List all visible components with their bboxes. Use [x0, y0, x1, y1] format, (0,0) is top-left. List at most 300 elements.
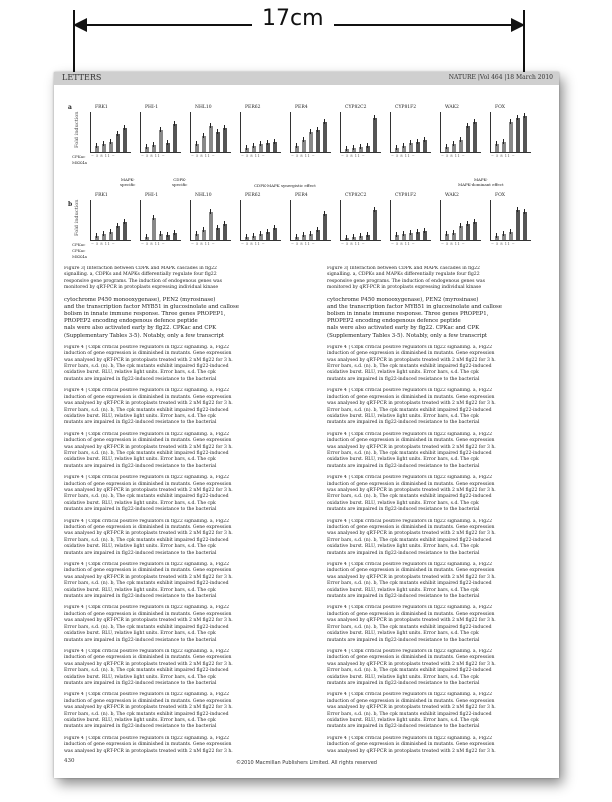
plot-a-nhl10: [190, 105, 231, 158]
body-line: oxidative burst. RLU, relative light units. Error bars, s.d. The cpk: [327, 370, 479, 376]
panel-b-control-label: MKK4a: [72, 254, 88, 259]
body-line: Error bars, s.d. (n). b, The cpk mutants exhibit impaired flg22-induced: [64, 407, 229, 413]
bar-mark: [202, 136, 206, 152]
error-bar-mark: [524, 113, 525, 118]
body-line: mutants are impaired in flg22-induced resistance to the bacterial: [327, 680, 480, 686]
bar-mark: [209, 212, 213, 240]
bar-mark: [223, 224, 227, 240]
body-line: oxidative burst. RLU, relative light units. Error bars, s.d. The cpk: [327, 500, 479, 506]
plot-a-per62: [240, 105, 281, 158]
header-section-label: LETTERS: [62, 73, 102, 82]
body-line: mutants are impaired in flg22-induced resistance to the bacterial: [327, 376, 480, 382]
body-paragraph: [327, 562, 549, 600]
body-line: Error bars, s.d. (n). b, The cpk mutants exhibit impaired flg22-induced: [64, 711, 229, 717]
body-line: Figure 4 | Cdpk critical positive regulators in flg22 signalling. a, Flg22: [327, 388, 493, 394]
body-line: was analysed by qRT-PCR in protoplasts treated with 2 nM flg22 for 3 h.: [327, 357, 496, 363]
plot-b-per4: [290, 193, 331, 246]
body-line: cytochrome P450 monooxygenase), PEN2 (myrosinase): [64, 296, 216, 303]
body-line: Figure 4 | Cdpk critical positive regulators in flg22 signalling. a, Flg22: [327, 344, 493, 350]
plot-title: WAK2: [445, 193, 459, 198]
body-line: induction of gene expression is diminished in mutants. Gene expression: [327, 698, 495, 704]
plot-title: PER62: [245, 105, 261, 110]
bar-mark: [123, 128, 127, 152]
error-bar-mark: [474, 219, 475, 224]
plot-a-fox: [490, 105, 531, 158]
body-line: mutants are impaired in flg22-induced resistance to the bacterial: [64, 637, 217, 643]
error-bar-mark: [474, 119, 475, 124]
caption-line: monitored by qRT-PCR in protoplasts expressing individual kinase: [327, 285, 482, 291]
panel-b-y-axis-label: Fold induction: [74, 199, 80, 236]
body-line: Figure 4 | Cdpk critical positive regulators in flg22 signalling. a, Flg22: [64, 388, 230, 394]
page-number: 430: [64, 758, 75, 764]
error-bar-mark: [196, 231, 197, 236]
plot-tick-labels: − 5 8 11 −: [91, 154, 116, 158]
plot-title: FOX: [495, 105, 505, 110]
caption-line: signalling. a, CDPKs and MAPKs differentially regulate four flg22: [64, 272, 217, 278]
body-line: was analysed by qRT-PCR in protoplasts treated with 2 nM flg22 for 3 h.: [327, 748, 496, 754]
error-bar-mark: [317, 227, 318, 232]
error-bar-mark: [246, 234, 247, 239]
body-line: Figure 4 | Cdpk critical positive regulators in flg22 signalling. a, Flg22: [327, 562, 493, 568]
body-line: was analysed by qRT-PCR in protoplasts treated with 2 nM flg22 for 3 h.: [327, 661, 496, 667]
body-line: was analysed by qRT-PCR in protoplasts treated with 2 nM flg22 for 3 h.: [64, 487, 233, 493]
body-line: Figure 4 | Cdpk critical positive regulators in flg22 signalling. a, Flg22: [64, 518, 230, 524]
error-bar-mark: [396, 232, 397, 237]
body-line: oxidative burst. RLU, relative light units. Error bars, s.d. The cpk: [64, 717, 216, 723]
plot-title: CYP82C2: [345, 105, 367, 110]
body-line: induction of gene expression is diminished in mutants. Gene expression: [64, 525, 232, 530]
error-bar-mark: [524, 209, 525, 214]
error-bar-mark: [324, 211, 325, 216]
body-line: was analysed by qRT-PCR in protoplasts treated with 2 nM flg22 for 3 h.: [327, 401, 496, 407]
body-line: mutants are impaired in flg22-induced resistance to the bacterial: [64, 420, 217, 426]
body-line: bolism in innate immune response. Three genes PROPEP1,: [327, 311, 489, 318]
plot-title: PHI-1: [145, 193, 159, 198]
body-line: was analysed by qRT-PCR in protoplasts treated with 2 nM flg22 for 3 h.: [64, 531, 233, 537]
group-label-synergistic: CDPK-MAPK synergistic effect: [254, 183, 316, 188]
error-bar-mark: [260, 231, 261, 236]
error-bar-mark: [510, 119, 511, 124]
error-bar-mark: [196, 141, 197, 146]
bar-mark: [373, 210, 377, 240]
body-line: was analysed by qRT-PCR in protoplasts treated with 2 nM flg22 for 3 h.: [64, 705, 233, 711]
body-line: Figure 4 | Cdpk critical positive regulators in flg22 signalling. a, Flg22: [64, 562, 230, 568]
body-line: induction of gene expression is diminished in mutants. Gene expression: [64, 438, 232, 444]
bar-mark: [116, 226, 120, 240]
body-line: oxidative burst. RLU, relative light units. Error bars, s.d. The cpk: [327, 413, 479, 419]
bar-mark: [473, 222, 477, 240]
error-bar-mark: [267, 140, 268, 145]
body-line: Figure 4 | Cdpk critical positive regulators in flg22 signalling. a, Flg22: [327, 431, 493, 437]
body-line: Error bars, s.d. (n). b, The cpk mutants exhibit impaired flg22-induced: [64, 364, 229, 370]
body-line: Error bars, s.d. (n). b, The cpk mutants exhibit impaired flg22-induced: [327, 494, 492, 500]
arrow-right-icon: [511, 18, 525, 32]
plot-tick-labels: − 5 8 11 −: [391, 154, 416, 158]
body-line: Figure 4 | Cdpk critical positive regulators in flg22 signalling. a, Flg22: [327, 692, 493, 698]
error-bar-mark: [410, 140, 411, 145]
error-bar-mark: [253, 233, 254, 238]
error-bar-mark: [224, 125, 225, 130]
body-line: and the transcription factor MYB51 in glucosinolate and callose: [64, 303, 239, 310]
bar-mark: [466, 224, 470, 240]
body-line: was analysed by qRT-PCR in protoplasts treated with 2 nM flg22 for 3 h.: [64, 574, 233, 580]
error-bar-mark: [517, 115, 518, 120]
plot-b-cyp82c2: [340, 193, 381, 246]
body-line: induction of gene expression is diminished in mutants. Gene expression: [64, 611, 232, 617]
error-bar-mark: [353, 145, 354, 150]
body-paragraph: [64, 736, 286, 754]
plot-title: CYP81F2: [395, 105, 417, 110]
error-bar-mark: [424, 228, 425, 233]
error-bar-mark: [417, 229, 418, 234]
plot-tick-labels: − 5 8 11 −: [441, 242, 466, 246]
error-bar-mark: [117, 223, 118, 228]
plot-title: FRK1: [95, 193, 108, 198]
body-line: oxidative burst. RLU, relative light units. Error bars, s.d. The cpk: [327, 544, 479, 550]
body-line: was analysed by qRT-PCR in protoplasts treated with 2 nM flg22 for 3 h.: [327, 574, 496, 580]
body-line: Error bars, s.d. (n). b, The cpk mutants exhibit impaired flg22-induced: [327, 364, 492, 370]
plot-tick-labels: − 5 8 11 −: [391, 242, 416, 246]
plot-tick-labels: − 5 8 11 −: [241, 242, 266, 246]
body-line: oxidative burst. RLU, relative light units. Error bars, s.d. The cpk: [327, 717, 479, 723]
body-line: Figure 4 | Cdpk critical positive regulators in flg22 signalling. a, Flg22: [327, 518, 493, 524]
error-bar-mark: [503, 231, 504, 236]
body-line: oxidative burst. RLU, relative light units. Error bars, s.d. The cpk: [64, 674, 216, 680]
bar-mark: [516, 118, 520, 152]
plot-tick-labels: − 5 8 11 −: [191, 154, 216, 158]
body-line: Figure 4 | Cdpk critical positive regulators in flg22 signalling. a, Flg22: [64, 605, 230, 611]
journal-page: [54, 72, 559, 778]
error-bar-mark: [153, 142, 154, 147]
bar-mark: [466, 126, 470, 152]
plot-tick-labels: − 5 8 11 −: [341, 154, 366, 158]
error-bar-mark: [96, 233, 97, 238]
plot-title: PHI-1: [145, 105, 159, 110]
error-bar-mark: [210, 123, 211, 128]
error-bar-mark: [353, 234, 354, 239]
body-line: mutants are impaired in flg22-induced resistance to the bacterial: [64, 463, 217, 469]
body-line: mutants are impaired in flg22-induced resistance to the bacterial: [327, 463, 480, 469]
error-bar-mark: [467, 123, 468, 128]
plot-tick-labels: − 5 8 11 −: [191, 242, 216, 246]
body-line: Error bars, s.d. (n). b, The cpk mutants exhibit impaired flg22-induced: [327, 450, 492, 456]
error-bar-mark: [403, 143, 404, 148]
body-line: Figure 4 | Cdpk critical positive regulators in flg22 signalling. a, Flg22: [64, 431, 230, 437]
error-bar-mark: [153, 215, 154, 220]
error-bar-mark: [367, 232, 368, 237]
bar-mark: [209, 126, 213, 152]
body-line: Figure 4 | Cdpk critical positive regulators in flg22 signalling. a, Flg22: [64, 735, 230, 741]
plot-tick-labels: − 5 8 11 −: [291, 242, 316, 246]
body-line: Error bars, s.d. (n). b, The cpk mutants exhibit impaired flg22-induced: [327, 407, 492, 413]
error-bar-mark: [246, 145, 247, 150]
body-line: mutants are impaired in flg22-induced resistance to the bacterial: [64, 507, 217, 513]
bar-mark: [509, 122, 513, 152]
bar-mark: [316, 130, 320, 152]
bar-mark: [323, 214, 327, 240]
plot-b-per62: [240, 193, 281, 246]
body-line: was analysed by qRT-PCR in protoplasts treated with 2 nM flg22 for 3 h.: [327, 618, 496, 624]
body-line: oxidative burst. RLU, relative light units. Error bars, s.d. The cpk: [327, 631, 479, 637]
error-bar-mark: [510, 229, 511, 234]
error-bar-mark: [317, 127, 318, 132]
body-line: Error bars, s.d. (n). b, The cpk mutants exhibit impaired flg22-induced: [64, 624, 229, 630]
bar-mark: [523, 116, 527, 152]
bar-mark: [323, 122, 327, 152]
plot-b-nhl10: [190, 193, 231, 246]
body-line: oxidative burst. RLU, relative light units. Error bars, s.d. The cpk: [327, 457, 479, 463]
plot-b-fox: [490, 193, 531, 246]
body-line: Error bars, s.d. (n). b, The cpk mutants exhibit impaired flg22-induced: [64, 537, 229, 543]
error-bar-mark: [210, 209, 211, 214]
body-line: Figure 4 | Cdpk critical positive regulators in flg22 signalling. a, Flg22: [327, 605, 493, 611]
error-bar-mark: [110, 139, 111, 144]
bar-mark: [373, 118, 377, 152]
group-label-mapk-specific: MAPK- specific: [120, 177, 136, 187]
error-bar-mark: [424, 137, 425, 142]
body-line: mutants are impaired in flg22-induced resistance to the bacterial: [64, 376, 217, 382]
plot-b-frk1: [90, 193, 131, 246]
plot-title: PER4: [295, 193, 308, 198]
body-paragraph: [64, 432, 286, 470]
body-line: Figure 4 | Cdpk critical positive regulators in flg22 signalling. a, Flg22: [64, 475, 230, 481]
body-line: was analysed by qRT-PCR in protoplasts treated with 2 nM flg22 for 3 h.: [327, 444, 496, 450]
panel-b-letter: b: [68, 201, 73, 208]
body-paragraph: [64, 692, 286, 730]
body-line: oxidative burst. RLU, relative light units. Error bars, s.d. The cpk: [64, 500, 216, 506]
bar-mark: [459, 226, 463, 240]
error-bar-mark: [460, 137, 461, 142]
error-bar-mark: [360, 144, 361, 149]
plot-tick-labels: − 5 8 11 −: [91, 242, 116, 246]
error-bar-mark: [496, 141, 497, 146]
panel-b-control-label: CPKac: [72, 242, 86, 247]
body-line: mutants are impaired in flg22-induced resistance to the bacterial: [64, 724, 217, 730]
body-line: induction of gene expression is diminished in mutants. Gene expression: [327, 481, 495, 487]
body-line: Error bars, s.d. (n). b, The cpk mutants exhibit impaired flg22-induced: [327, 668, 492, 674]
plot-title: CYP82C2: [345, 193, 367, 198]
body-line: mutants are impaired in flg22-induced resistance to the bacterial: [327, 550, 480, 556]
caption-line: Figure 3| Interaction between CDPK and MAPK cascades in flg22: [64, 266, 217, 271]
bar-mark: [516, 210, 520, 240]
group-label-cdpk-specific: CDPK- specific: [172, 177, 188, 187]
body-paragraph: [64, 519, 286, 557]
error-bar-mark: [296, 143, 297, 148]
error-bar-mark: [146, 144, 147, 149]
body-line: (Supplementary Tables 3-5). Notably, only a few transcript: [327, 332, 488, 339]
error-bar-mark: [174, 230, 175, 235]
body-line: induction of gene expression is diminished in mutants. Gene expression: [327, 611, 495, 617]
error-bar-mark: [346, 146, 347, 151]
error-bar-mark: [217, 129, 218, 134]
body-line: was analysed by qRT-PCR in protoplasts treated with 2 nM flg22 for 3 h.: [327, 487, 496, 493]
error-bar-mark: [503, 139, 504, 144]
body-line: oxidative burst. RLU, relative light units. Error bars, s.d. The cpk: [64, 457, 216, 463]
panel-b-control-label: CPKac: [72, 248, 86, 253]
caption-line: Figure 3| Interaction between CDPK and MAPK cascades in flg22: [327, 266, 480, 271]
bar-mark: [123, 222, 127, 240]
error-bar-mark: [310, 231, 311, 236]
plot-tick-labels: − 5 8 11 −: [141, 154, 166, 158]
plot-title: FRK1: [95, 105, 108, 110]
plot-title: NHL10: [195, 105, 212, 110]
body-paragraph: [327, 649, 549, 687]
error-bar-mark: [96, 143, 97, 148]
caption-line: signalling. a, CDPKs and MAPKs differentially regulate four flg22: [327, 272, 480, 278]
figure-caption: [327, 266, 549, 292]
body-paragraph-intro: [64, 297, 286, 340]
text-column-right: [327, 266, 549, 754]
body-line: induction of gene expression is diminished in mutants. Gene expression: [327, 655, 495, 661]
error-bar-mark: [460, 223, 461, 228]
error-bar-mark: [403, 231, 404, 236]
body-line: was analysed by qRT-PCR in protoplasts treated with 2 nM flg22 for 3 h.: [64, 661, 233, 667]
bar-mark: [309, 132, 313, 152]
body-line: mutants are impaired in flg22-induced resistance to the bacterial: [327, 507, 480, 513]
error-bar-mark: [310, 129, 311, 134]
body-paragraph: [64, 388, 286, 426]
body-paragraph: [327, 345, 549, 383]
plot-tick-labels: − 5 8 11 −: [341, 242, 366, 246]
plot-tick-labels: − 5 8 11 −: [291, 154, 316, 158]
error-bar-mark: [303, 232, 304, 237]
bar-mark: [223, 128, 227, 152]
body-line: oxidative burst. RLU, relative light units. Error bars, s.d. The cpk: [64, 370, 216, 376]
body-line: Error bars, s.d. (n). b, The cpk mutants exhibit impaired flg22-induced: [327, 581, 492, 587]
error-bar-mark: [360, 233, 361, 238]
error-bar-mark: [160, 231, 161, 236]
plot-a-phi1: [140, 105, 181, 158]
body-line: induction of gene expression is diminished in mutants. Gene expression: [327, 742, 495, 748]
page-header: [54, 72, 559, 85]
body-line: induction of gene expression is diminished in mutants. Gene expression: [327, 525, 495, 530]
error-bar-mark: [146, 234, 147, 239]
body-line: induction of gene expression is diminished in mutants. Gene expression: [64, 481, 232, 487]
body-line: mutants are impaired in flg22-induced resistance to the bacterial: [64, 550, 217, 556]
bar-mark: [216, 132, 220, 152]
body-paragraph: [64, 649, 286, 687]
error-bar-mark: [346, 235, 347, 240]
body-line: Error bars, s.d. (n). b, The cpk mutants exhibit impaired flg22-induced: [327, 537, 492, 543]
body-line: induction of gene expression is diminished in mutants. Gene expression: [327, 568, 495, 574]
plot-title: NHL10: [195, 193, 212, 198]
bar-mark: [173, 124, 177, 152]
plot-tick-labels: − 5 8 11 −: [441, 154, 466, 158]
body-line: Error bars, s.d. (n). b, The cpk mutants exhibit impaired flg22-induced: [64, 581, 229, 587]
body-paragraph: [327, 736, 549, 754]
body-paragraph: [327, 605, 549, 643]
plot-title: CYP81F2: [395, 193, 417, 198]
body-line: was analysed by qRT-PCR in protoplasts treated with 2 nM flg22 for 3 h.: [327, 705, 496, 711]
body-paragraph: [64, 475, 286, 513]
error-bar-mark: [274, 139, 275, 144]
body-line: oxidative burst. RLU, relative light units. Error bars, s.d. The cpk: [64, 544, 216, 550]
body-line: Error bars, s.d. (n). b, The cpk mutants exhibit impaired flg22-induced: [327, 624, 492, 630]
body-line: was analysed by qRT-PCR in protoplasts treated with 2 nM flg22 for 3 h.: [64, 444, 233, 450]
body-line: oxidative burst. RLU, relative light units. Error bars, s.d. The cpk: [327, 587, 479, 593]
error-bar-mark: [224, 221, 225, 226]
dimension-label: 17cm: [252, 6, 334, 31]
plot-a-wak2: [440, 105, 481, 158]
body-line: nals were also activated early by flg22. CPKac and CPK: [64, 325, 217, 332]
error-bar-mark: [446, 231, 447, 236]
body-line: mutants are impaired in flg22-induced resistance to the bacterial: [327, 420, 480, 426]
body-line: mutants are impaired in flg22-induced resistance to the bacterial: [64, 680, 217, 686]
bar-mark: [116, 134, 120, 152]
plot-tick-labels: − 5 8 11 −: [141, 242, 166, 246]
error-bar-mark: [374, 207, 375, 212]
plot-a-cyp82c2: [340, 105, 381, 158]
error-bar-mark: [260, 141, 261, 146]
plot-tick-labels: − 5 8 11 −: [241, 154, 266, 158]
body-line: nals were also activated early by flg22. CPKac and CPK: [327, 325, 480, 332]
body-line: oxidative burst. RLU, relative light units. Error bars, s.d. The cpk: [64, 631, 216, 637]
error-bar-mark: [253, 143, 254, 148]
plot-b-phi1: [140, 193, 181, 246]
error-bar-mark: [160, 127, 161, 132]
body-line: PROPEP2 encoding endogenous defence peptide: [327, 318, 461, 325]
body-line: cytochrome P450 monooxygenase), PEN2 (myrosinase): [327, 296, 479, 303]
body-paragraph: [327, 519, 549, 557]
body-line: Figure 4 | Cdpk critical positive regulators in flg22 signalling. a, Flg22: [64, 344, 230, 350]
error-bar-mark: [517, 207, 518, 212]
body-line: induction of gene expression is diminished in mutants. Gene expression: [64, 742, 232, 748]
plot-a-frk1: [90, 105, 131, 158]
plot-title: PER4: [295, 105, 308, 110]
plot-a-per4: [290, 105, 331, 158]
plot-title: FOX: [495, 193, 505, 198]
body-line: induction of gene expression is diminished in mutants. Gene expression: [64, 351, 232, 357]
body-line: bolism in innate immune response. Three genes PROPEP1,: [64, 311, 226, 318]
body-line: was analysed by qRT-PCR in protoplasts treated with 2 nM flg22 for 3 h.: [64, 748, 233, 754]
error-bar-mark: [274, 225, 275, 230]
body-line: Error bars, s.d. (n). b, The cpk mutants exhibit impaired flg22-induced: [64, 450, 229, 456]
body-line: was analysed by qRT-PCR in protoplasts treated with 2 nM flg22 for 3 h.: [64, 618, 233, 624]
panel-a-letter: a: [68, 104, 72, 111]
error-bar-mark: [324, 119, 325, 124]
caption-line: monitored by qRT-PCR in protoplasts expressing individual kinase: [64, 285, 219, 291]
body-line: mutants are impaired in flg22-induced resistance to the bacterial: [327, 637, 480, 643]
body-line: mutants are impaired in flg22-induced resistance to the bacterial: [64, 594, 217, 600]
body-line: induction of gene expression is diminished in mutants. Gene expression: [64, 655, 232, 661]
bar-mark: [473, 122, 477, 152]
body-line: and the transcription factor MYB51 in glucosinolate and callose: [327, 303, 502, 310]
error-bar-mark: [267, 229, 268, 234]
body-line: oxidative burst. RLU, relative light units. Error bars, s.d. The cpk: [327, 674, 479, 680]
body-line: Error bars, s.d. (n). b, The cpk mutants exhibit impaired flg22-induced: [64, 668, 229, 674]
error-bar-mark: [174, 121, 175, 126]
bar-mark: [152, 218, 156, 240]
caption-line: responsive gene programs. The induction of endogenous genes was: [327, 278, 485, 284]
body-line: Error bars, s.d. (n). b, The cpk mutants exhibit impaired flg22-induced: [64, 494, 229, 500]
body-line: Figure 4 | Cdpk critical positive regulators in flg22 signalling. a, Flg22: [327, 735, 493, 741]
bar-mark: [159, 130, 163, 152]
plot-a-cyp81f2: [390, 105, 431, 158]
error-bar-mark: [303, 137, 304, 142]
plot-tick-labels: − 5 8 11 −: [491, 154, 516, 158]
body-paragraph: [327, 475, 549, 513]
plot-b-wak2: [440, 193, 481, 246]
plot-title: WAK2: [445, 105, 459, 110]
plot-b-cyp81f2: [390, 193, 431, 246]
group-label-mapk-dominant: MAPK- MAPK-dominant effect: [458, 177, 504, 187]
error-bar-mark: [374, 115, 375, 120]
body-line: was analysed by qRT-PCR in protoplasts treated with 2 nM flg22 for 3 h.: [327, 531, 496, 537]
body-line: induction of gene expression is diminished in mutants. Gene expression: [64, 394, 232, 400]
body-line: induction of gene expression is diminished in mutants. Gene expression: [327, 438, 495, 444]
body-line: PROPEP2 encoding endogenous defence peptide: [64, 318, 198, 325]
error-bar-mark: [110, 229, 111, 234]
